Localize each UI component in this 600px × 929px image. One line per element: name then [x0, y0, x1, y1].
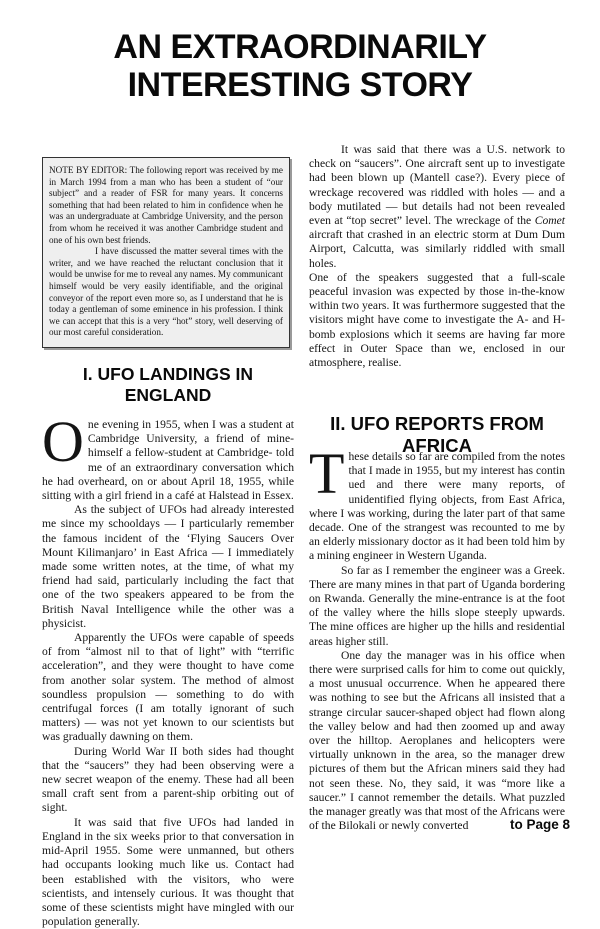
section-1-paragraph-6-start: It was said that there was a U.S. network to check on “saucers”. One aircraft sent up to investigate had been blown up (Mantell case?). Every piece of wreckage recovered was riddled with holes — and a body mutilated — but details had not been revealed even at “top secret” level. The wreckage of the: [309, 143, 565, 228]
article-title: [0, 28, 600, 104]
editor-note-paragraph-1: NOTE BY EDITOR: The following report was received by me in March 1994 from a man who has been a student of “our subject” and a reader of FSR for many years. It concerns something that had been related to him in confidence when he was an undergraduate at Cambridge University, and the person from whom he received it was another Cambridge student and one of his own best friends.: [49, 165, 283, 245]
section-1-paragraph-6-end: aircraft that crashed in an electric storm at Dum Dum Airport, Calcutta, was similarly riddled with small holes.: [309, 228, 565, 270]
section-1-paragraph-5: It was said that five UFOs had landed in England in the six weeks prior to that conversation in mid-April 1955. Some were unmanned, but others had occupants looking much like us. Contact had been established with the visitors, who were scientists, and intensely curious. It was thought that some of these scientists might have mingled with our population generally.: [42, 815, 294, 929]
section-1-paragraph-1-text: ne evening in 1955, when I was a student at Cambridge University, a friend of mine-himself a fellow-student at Cambridge- told me of an extraordinary conversation which he had overheard, on or about April 18, 1955, while sitting with a girl friend in a café at Halstead in Essex.: [42, 418, 294, 503]
section-1-heading-line-1: I. UFO LANDINGS IN: [82, 364, 254, 384]
continue-to-page-link[interactable]: to Page 8: [509, 817, 570, 832]
section-2-paragraph-3: One day the manager was in his office when there were surprised calls for him to come out quickly, a most unusual occurrence. When he appeared there was nothing to see but the Africans all insisted that a strange circular saucer-shaped object had flown along the valley below and had then zoomed up and away over the hilltop. Aeroplanes and helicopters were virtually unknown in the area, so the manager drew pictures of them but the African miners said they had not seen these. No, they said, it was “more like a saucer.” I cannot remember the details. What puzzled the manager greatly was that most of the Africans were of the Bilokali or newly converted: [309, 648, 565, 833]
title-line-2: INTERESTING STORY: [127, 66, 473, 104]
section-1-column-right: [309, 143, 565, 370]
section-1-heading-line-2: ENGLAND: [124, 385, 212, 405]
section-2-paragraph-2: So far as I remember the engineer was a Greek. There are many mines in that part of Uganda bordering on Rwanda. Generally the mine-entrance is at the foot of the valley where the hills slope steeply upwards. The mine offices are higher up the hills and residential areas higher still.: [309, 563, 565, 648]
section-1-paragraph-6: [309, 143, 565, 271]
section-1-column-left: [42, 409, 294, 929]
editor-note-box: [42, 157, 290, 348]
section-2-heading: II. UFO REPORTS FROM AFRICA: [330, 413, 544, 456]
section-1-heading: [42, 364, 294, 406]
section-2-paragraph-1: [309, 441, 565, 564]
section-1-paragraph-2: As the subject of UFOs had already interested me since my schooldays — I particularly remember the famous incident of the ‘Flying Saucers Over Mount Kilimanjaro’ in East Africa — I immediately made some written notes, at the time, of what my friend had said, particularly including the fact that one of the two speakers appeared to be from the British Naval Intelligence while the other was a physicist.: [42, 503, 294, 630]
section-2-column: [309, 441, 565, 833]
section-1-paragraph-4: During World War II both sides had thought that the “saucers” they had been observing were a new secret weapon of the enemy. These had all been small craft sent from a parent-ship orbiting out of sight.: [42, 744, 294, 815]
editor-note-paragraph-2: I have discussed the matter several times with the writer, and we have reached the reluctant conclusion that it would be unwise for me to reveal any names. My communicant himself would be very easily identifiable, and the original conveyor of the report even more so, as I understand that he is today a gentleman of some eminence in his profession. I think we can accept that this is a very “hot” story, well deserving of our most careful consideration.: [49, 246, 283, 338]
comet-italic: Comet: [534, 214, 565, 228]
drop-cap-t: T: [309, 441, 345, 506]
drop-cap-o: O: [42, 409, 84, 474]
section-2-paragraph-1-text: hese details so far are compiled from the notes that I made in 1955, but my interest has contin ued and there were many reports, of unidentified flying objects, from East Africa, where I was working, during the later part of that same decade. One of the strangest was recounted to me by an elderly missionary doctor as it had been told him by a mining engineer in Western Uganda.: [309, 450, 565, 563]
section-1-paragraph-1: [42, 409, 294, 503]
title-line-1: AN EXTRAORDINARILY: [113, 28, 487, 66]
section-1-paragraph-3: Apparently the UFOs were capable of speeds of from “almost nil to that of light” with “terrific acceleration”, and they were thought to have come from another solar system. The method of almost soundless propulsion — something to do with centrifugal forces (I am totally ignorant of such matters) — was not yet known to our scientists but was gradually dawning on them.: [42, 631, 294, 744]
section-1-paragraph-7: One of the speakers suggested that a full-scale peaceful invasion was expected by those in-the-know within two years. It was furthermore suggested that the visitors might have come to investigate the A- and H-bomb explosions which it seems are having far more effect in Outer Space than we, enclosed in our atmosphere, realise.: [309, 270, 565, 370]
